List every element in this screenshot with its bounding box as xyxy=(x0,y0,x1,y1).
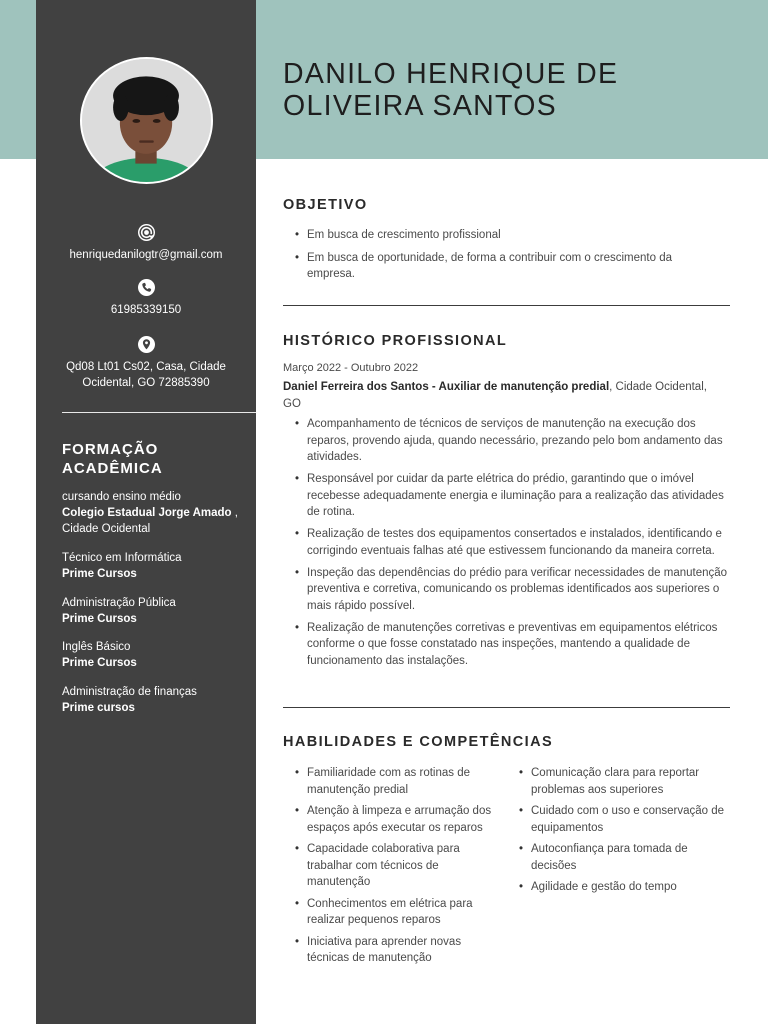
list-item: • Familiaridade com as rotinas de manutenção predial xyxy=(283,765,503,798)
skills-list-right xyxy=(507,765,727,901)
history-list xyxy=(283,416,728,675)
education-course: Inglês Básico xyxy=(62,641,131,653)
profile-photo-image xyxy=(82,59,211,182)
phone-icon xyxy=(138,279,155,296)
education-institution: Prime Cursos xyxy=(62,657,137,669)
education-institution: Colegio Estadual Jorge Amado xyxy=(62,507,232,519)
objective-list xyxy=(283,227,723,289)
list-item: • Em busca de crescimento profissional xyxy=(283,227,723,244)
list-item: • Inspeção das dependências do prédio para verificar necessidades de manutenção preventiva e corretiva, comunicando os problemas identificados aos superiores o mais rápido possível. xyxy=(283,565,728,615)
objective-title: OBJETIVO xyxy=(283,197,368,213)
list-item: • Capacidade colaborativa para trabalhar com técnicos de manutenção xyxy=(283,841,503,891)
list-item: • Em busca de oportunidade, de forma a contribuir com o crescimento da empresa. xyxy=(283,250,723,283)
contact-phone xyxy=(36,279,256,318)
skills-title: HABILIDADES E COMPETÊNCIAS xyxy=(283,734,554,750)
job-header xyxy=(283,379,728,412)
education-location: , Cidade Ocidental xyxy=(62,507,238,535)
history-title: HISTÓRICO PROFISSIONAL xyxy=(283,333,508,349)
skills-list-left xyxy=(283,765,503,972)
section-divider xyxy=(283,707,730,708)
candidate-name: DANILO HENRIQUE DE OLIVEIRA SANTOS xyxy=(283,58,619,122)
list-item: • Iniciativa para aprender novas técnicas de manutenção xyxy=(283,934,503,967)
education-item xyxy=(62,684,247,716)
education-course: Administração de finanças xyxy=(62,686,197,698)
education-course: Técnico em Informática xyxy=(62,552,182,564)
list-item: • Acompanhamento de técnicos de serviços de manutenção na execução dos reparos, provendo ajuda, quando necessário, prezando pelo bom andamento das atividades. xyxy=(283,416,728,466)
education-course: cursando ensino médio xyxy=(62,491,181,503)
contact-email xyxy=(36,224,256,263)
list-item: • Realização de testes dos equipamentos consertados e instalados, identificando e corrigindo eventuais falhas até que estivessem funcionando da maneira correta. xyxy=(283,526,728,559)
list-item: • Comunicação clara para reportar problemas aos superiores xyxy=(507,765,727,798)
contact-address xyxy=(36,336,256,391)
education-course: Administração Pública xyxy=(62,597,176,609)
education-institution: Prime cursos xyxy=(62,702,135,714)
list-item: • Conhecimentos em elétrica para realizar pequenos reparos xyxy=(283,896,503,929)
list-item: • Atenção à limpeza e arrumação dos espaços após executar os reparos xyxy=(283,803,503,836)
job-period: Março 2022 - Outubro 2022 xyxy=(283,362,419,374)
education-item xyxy=(62,489,247,537)
sidebar-divider xyxy=(62,412,256,413)
at-sign-icon xyxy=(138,224,155,241)
list-item: • Realização de manutenções corretivas e preventivas em equipamentos elétricos conforme o que fosse constatado nas inspeções, mantendo a qualidade de funcionamento das instalações. xyxy=(283,620,728,670)
job-location: , Cidade Ocidental, GO xyxy=(283,381,707,410)
education-institution: Prime Cursos xyxy=(62,613,137,625)
list-item: • Autoconfiança para tomada de decisões xyxy=(507,841,727,874)
email-text: henriquedanilogtr@gmail.com xyxy=(69,249,223,261)
profile-photo xyxy=(80,57,213,184)
list-item: • Cuidado com o uso e conservação de equipamentos xyxy=(507,803,727,836)
education-institution: Prime Cursos xyxy=(62,568,137,580)
education-title: FORMAÇÃO ACADÊMICA xyxy=(62,441,163,477)
education-item xyxy=(62,595,247,627)
sidebar xyxy=(36,0,256,1024)
phone-text: 61985339150 xyxy=(110,304,182,316)
location-pin-icon xyxy=(138,336,155,353)
education-item xyxy=(62,550,247,582)
list-item: • Agilidade e gestão do tempo xyxy=(507,879,727,896)
list-item: • Responsável por cuidar da parte elétrica do prédio, garantindo que o imóvel recebesse adequadamente energia e iluminação para a realização das atividades de rotina. xyxy=(283,471,728,521)
address-text: Qd08 Lt01 Cs02, Casa, Cidade Ocidental, GO 72885390 xyxy=(66,361,226,389)
section-divider xyxy=(283,305,730,306)
education-item xyxy=(62,639,247,671)
job-employer-role: Daniel Ferreira dos Santos - Auxiliar de manutenção predial xyxy=(283,381,610,393)
